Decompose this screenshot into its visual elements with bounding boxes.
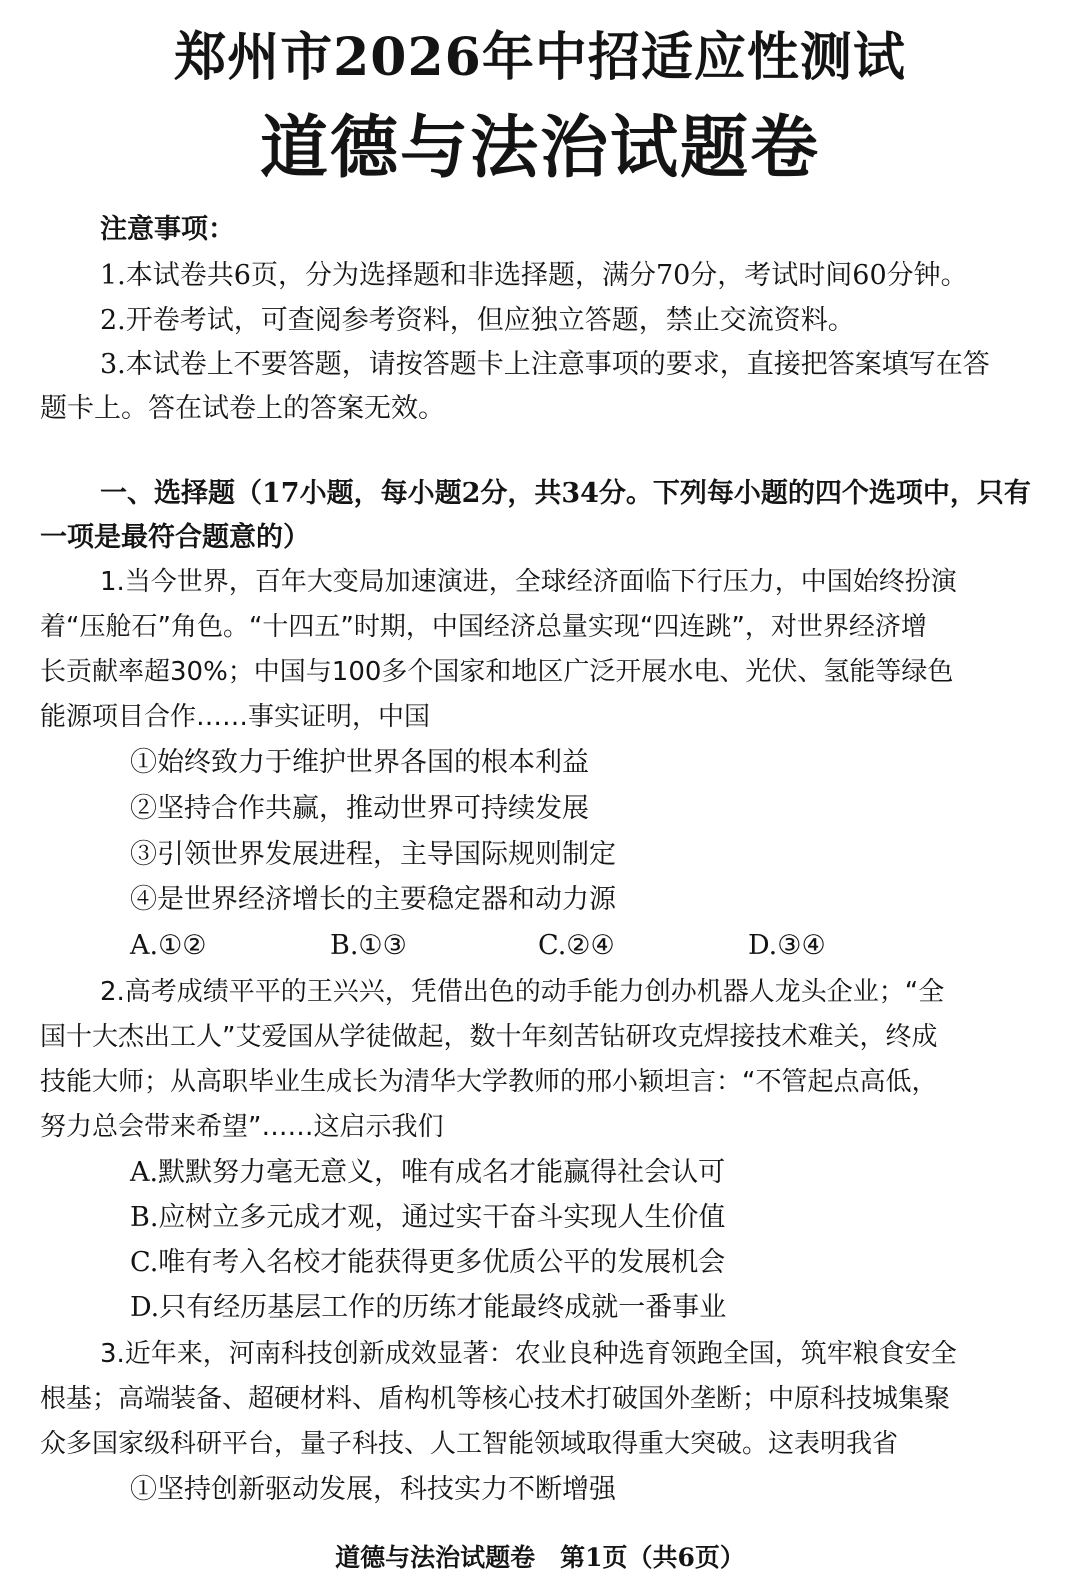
q1-option-d: D.③④ xyxy=(748,930,826,961)
exam-title: 郑州市2026年中招适应性测试 xyxy=(174,27,906,88)
q1-stem-line: 长贡献率超30%；中国与100多个国家和地区广泛开展水电、光伏、氢能等绿色 xyxy=(40,657,954,687)
q1-stem-line: 能源项目合作……事实证明，中国 xyxy=(40,702,431,732)
q1-option-c: C.②④ xyxy=(538,930,615,961)
q2-stem-line: 技能大师；从高职毕业生成长为清华大学教师的邢小颖坦言：“不管起点高低， xyxy=(40,1067,938,1097)
q2-option-a: A.默默努力毫无意义，唯有成名才能赢得社会认可 xyxy=(130,1157,726,1188)
q3-statement: ①坚持创新驱动发展，科技实力不断增强 xyxy=(130,1474,616,1505)
notice-item-1: 1.本试卷共6页，分为选择题和非选择题，满分70分，考试时间60分钟。 xyxy=(100,260,968,291)
notice-item-2: 2.开卷考试，可查阅参考资料，但应独立答题，禁止交流资料。 xyxy=(100,305,855,336)
q1-option-a: A.①② xyxy=(130,930,207,961)
notice-item-3-cont: 题卡上。答在试卷上的答案无效。 xyxy=(40,393,445,424)
page-footer: 道德与法治试题卷 第1页（共6页） xyxy=(335,1543,745,1572)
q2-stem-line: 国十大杰出工人”艾爱国从学徒做起，数十年刻苦钻研攻克焊接技术难关，终成 xyxy=(40,1022,938,1052)
q1-stem-line: 1.当今世界，百年大变局加速演进，全球经济面临下行压力，中国始终扮演 xyxy=(100,567,957,597)
section-heading: 一、选择题（17小题，每小题2分，共34分。下列每小题的四个选项中，只有 xyxy=(100,478,1031,509)
q1-statement: ①始终致力于维护世界各国的根本利益 xyxy=(130,747,589,778)
section-heading-cont: 一项是最符合题意的） xyxy=(40,522,310,553)
q2-option-d: D.只有经历基层工作的历练才能最终成就一番事业 xyxy=(130,1292,727,1323)
q1-option-b: B.①③ xyxy=(330,930,407,961)
q3-stem-line: 根基；高端装备、超硬材料、盾构机等核心技术打破国外垄断；中原科技城集聚 xyxy=(40,1384,951,1414)
q1-options xyxy=(130,922,1030,970)
q1-stem-line: 着“压舱石”角色。“十四五”时期，中国经济总量实现“四连跳”，对世界经济增 xyxy=(40,612,927,642)
q1-statement: ③引领世界发展进程，主导国际规则制定 xyxy=(130,839,616,870)
notice-heading: 注意事项： xyxy=(100,214,235,245)
exam-subtitle: 道德与法治试题卷 xyxy=(259,108,820,188)
q2-stem-line: 努力总会带来希望”……这启示我们 xyxy=(40,1112,444,1142)
q2-stem-line: 2.高考成绩平平的王兴兴，凭借出色的动手能力创办机器人龙头企业；“全 xyxy=(100,977,945,1007)
q2-option-c: C.唯有考入名校才能获得更多优质公平的发展机会 xyxy=(130,1247,726,1278)
q3-stem-line: 3.近年来，河南科技创新成效显著：农业良种选育领跑全国，筑牢粮食安全 xyxy=(100,1339,957,1369)
notice-item-3: 3.本试卷上不要答题，请按答题卡上注意事项的要求，直接把答案填写在答 xyxy=(100,349,990,380)
q2-option-b: B.应树立多元成才观，通过实干奋斗实现人生价值 xyxy=(130,1202,726,1233)
q3-stem-line: 众多国家级科研平台，量子科技、人工智能领域取得重大突破。这表明我省 xyxy=(40,1429,899,1459)
q1-statement: ②坚持合作共赢，推动世界可持续发展 xyxy=(130,793,589,824)
q1-statement: ④是世界经济增长的主要稳定器和动力源 xyxy=(130,884,616,915)
